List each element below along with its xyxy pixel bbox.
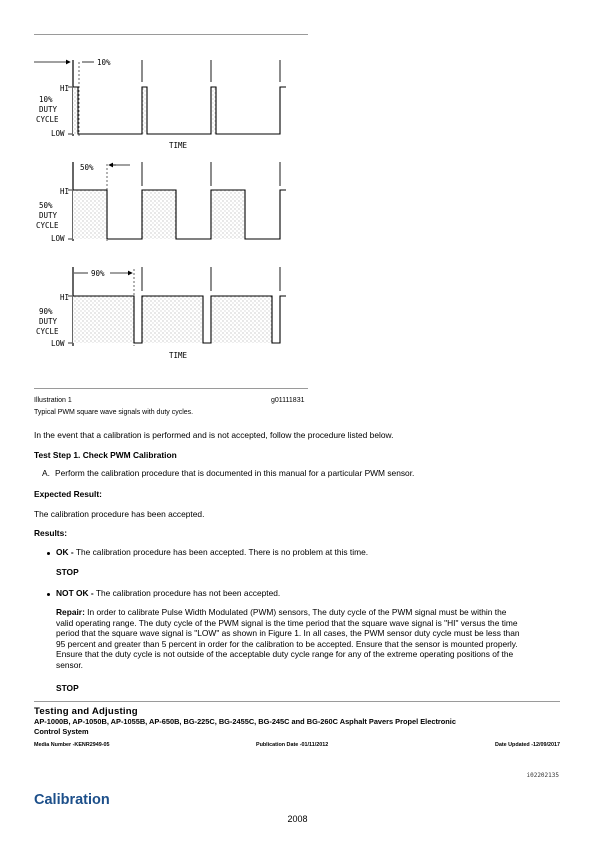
percent-label: 90%: [91, 269, 105, 278]
expected-result-text: The calibration procedure has been accepted.: [34, 509, 205, 519]
intro-paragraph: In the event that a calibration is performed and is not accepted, follow the procedure listed below.: [34, 430, 394, 440]
pwm-duty-cycle-figure: [30, 44, 310, 374]
stop-label-ok: STOP: [56, 567, 79, 577]
panel-10-percent: [34, 58, 286, 150]
hi-label: HI: [60, 187, 70, 196]
not-ok-result-line: [56, 588, 280, 599]
publication-date: Publication Date -01/11/2012: [256, 742, 329, 748]
repair-line: 95 percent and greater than 5 percent in order for the calibration to be accepted. Ensure that the sensor is mounted properly.: [56, 638, 518, 649]
repair-line: In order to calibrate Pulse Width Modulated (PWM) sensors, The duty cycle of the PWM signal must be within the: [84, 607, 507, 617]
page-number: 2008: [287, 814, 308, 824]
footer-title: Testing and Adjusting: [34, 706, 138, 717]
duty-label-line2: DUTY: [39, 317, 58, 326]
duty-label-line3: CYCLE: [36, 115, 59, 124]
expected-result-heading: Expected Result:: [34, 489, 102, 499]
caption-rule: [34, 388, 308, 389]
footer-subtitle-line1: AP-1000B, AP-1050B, AP-1055B, AP-650B, BG-225C, BG-2455C, BG-245C and BG-260C Asphalt Pavers Propel Electronic: [34, 717, 456, 726]
top-rule: [34, 34, 308, 35]
illustration-caption: Typical PWM square wave signals with duty cycles.: [34, 409, 194, 416]
duty-label-line2: DUTY: [39, 105, 58, 114]
low-label: LOW: [51, 234, 65, 243]
time-label: TIME: [169, 141, 188, 150]
document-id: i02202135: [526, 772, 559, 779]
time-label: TIME: [169, 351, 188, 360]
repair-label: Repair:: [56, 607, 85, 617]
results-heading: Results:: [34, 528, 68, 538]
repair-line: valid operating range. The duty cycle of the PWM signal is the time period that the square wave signal is "HI" versus the time: [56, 617, 518, 628]
panel-50-percent: [36, 162, 286, 243]
ok-result-line: [56, 547, 368, 558]
duty-label-line3: CYCLE: [36, 221, 59, 230]
stop-label-not-ok: STOP: [56, 683, 79, 693]
not-ok-text: The calibration procedure has not been accepted.: [93, 588, 281, 598]
ok-text: The calibration procedure has been accepted. There is no problem at this time.: [73, 547, 369, 557]
duty-label-line1: 10%: [39, 95, 53, 104]
bullet-icon: [47, 552, 50, 555]
low-label: LOW: [51, 129, 65, 138]
date-updated: Date Updated -12/09/2017: [494, 742, 560, 748]
step-item-letter: A.: [42, 468, 50, 478]
panel-90-percent: [36, 267, 286, 360]
media-number: Media Number -KENR2949-05: [34, 742, 110, 748]
hi-label: HI: [60, 293, 70, 302]
footer-rule: [34, 701, 560, 702]
low-label: LOW: [51, 339, 65, 348]
illustration-label: Illustration 1: [34, 397, 72, 404]
duty-label-line1: 90%: [39, 307, 53, 316]
repair-line: Ensure that the duty cycle is not outside of the acceptable duty cycle range for any of the extreme operating positions of the: [56, 649, 514, 660]
footer-subtitle: [34, 717, 564, 737]
ok-label: OK -: [56, 547, 74, 557]
duty-label-line1: 50%: [39, 201, 53, 210]
duty-label-line3: CYCLE: [36, 327, 59, 336]
repair-paragraph: [56, 607, 576, 671]
percent-label: 50%: [80, 163, 94, 172]
duty-label-line2: DUTY: [39, 211, 58, 220]
not-ok-label: NOT OK -: [56, 588, 94, 598]
section-title: Calibration: [34, 792, 110, 808]
test-step-heading: Test Step 1. Check PWM Calibration: [34, 450, 177, 460]
hi-label: HI: [60, 84, 70, 93]
percent-label: 10%: [97, 58, 111, 67]
repair-line: sensor.: [56, 659, 84, 670]
illustration-id: g01111831: [271, 397, 305, 404]
repair-line: period that the square wave signal is "LOW" as shown in Figure 1. In all cases, the PWM sensor duty cycle must be less than: [56, 628, 520, 639]
footer-subtitle-line2: Control System: [34, 727, 89, 736]
bullet-icon: [47, 593, 50, 596]
step-item-text: Perform the calibration procedure that is documented in this manual for a particular PWM sensor.: [55, 468, 415, 478]
